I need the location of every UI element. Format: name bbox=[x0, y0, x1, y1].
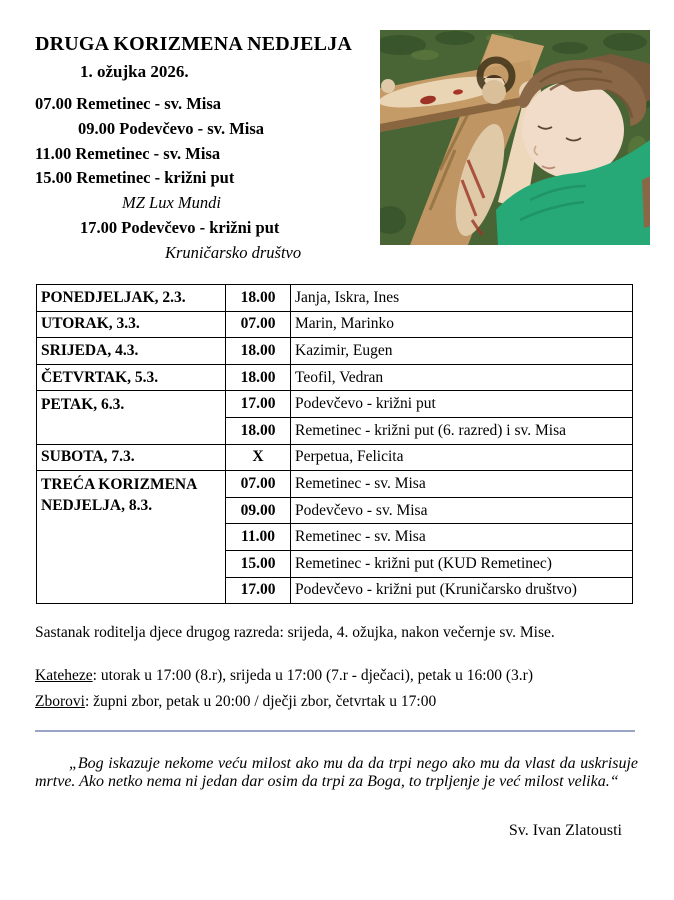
sunday-schedule bbox=[0, 92, 380, 266]
schedule-line: 07.00 Remetinec - sv. Misa bbox=[35, 94, 222, 113]
schedule-line-note: Kruničarsko društvo bbox=[165, 242, 302, 262]
day-cell: PETAK, 6.3. bbox=[37, 391, 226, 444]
desc-cell: Remetinec - križni put (6. razred) i sv. Misa bbox=[291, 417, 633, 444]
zborovi-label: Zborovi bbox=[35, 693, 85, 710]
time-cell: 18.00 bbox=[226, 285, 291, 312]
table-row bbox=[37, 364, 633, 391]
desc-cell: Teofil, Vedran bbox=[291, 364, 633, 391]
time-cell: 15.00 bbox=[226, 550, 291, 577]
schedule-line: 15.00 Remetinec - križni put bbox=[35, 168, 235, 188]
schedule-line: 17.00 Podevčevo - križni put bbox=[80, 217, 280, 237]
table-row bbox=[37, 391, 633, 418]
kateheze-label: Kateheze bbox=[35, 667, 93, 684]
time-cell: 07.00 bbox=[226, 471, 291, 498]
day-cell: SRIJEDA, 4.3. bbox=[37, 338, 226, 365]
weekly-schedule-table bbox=[36, 284, 633, 604]
table-row bbox=[37, 444, 633, 471]
desc-cell: Kazimir, Eugen bbox=[291, 338, 633, 365]
parents-meeting-note: Sastanak roditelja djece drugog razreda: srijeda, 4. ožujka, nakon večernje sv. Mise. bbox=[35, 624, 555, 641]
section-divider bbox=[35, 730, 635, 732]
time-cell: 18.00 bbox=[226, 417, 291, 444]
day-cell: SUBOTA, 7.3. bbox=[37, 444, 226, 471]
time-cell: X bbox=[226, 444, 291, 471]
child-hugging-crucifix-photo bbox=[380, 30, 650, 245]
time-cell: 07.00 bbox=[226, 311, 291, 338]
time-cell: 17.00 bbox=[226, 391, 291, 418]
zborovi-note bbox=[35, 693, 436, 711]
table-row bbox=[37, 471, 633, 498]
table-row bbox=[37, 338, 633, 365]
desc-cell: Marin, Marinko bbox=[291, 311, 633, 338]
desc-cell: Podevčevo - sv. Misa bbox=[291, 497, 633, 524]
schedule-line-note: MZ Lux Mundi bbox=[122, 193, 221, 213]
time-cell: 09.00 bbox=[226, 497, 291, 524]
table-row bbox=[37, 311, 633, 338]
day-cell: UTORAK, 3.3. bbox=[37, 311, 226, 338]
desc-cell: Janja, Iskra, Ines bbox=[291, 285, 633, 312]
page-date: 1. ožujka 2026. bbox=[80, 62, 189, 81]
desc-cell: Podevčevo - križni put (Kruničarsko društvo) bbox=[291, 577, 633, 604]
desc-cell: Perpetua, Felicita bbox=[291, 444, 633, 471]
time-cell: 18.00 bbox=[226, 338, 291, 365]
desc-cell: Podevčevo - križni put bbox=[291, 391, 633, 418]
page-title: DRUGA KORIZMENA NEDJELJA bbox=[35, 33, 353, 55]
table-row bbox=[37, 285, 633, 312]
kateheze-text: : utorak u 17:00 (8.r), srijeda u 17:00 (7.r - dječaci), petak u 16:00 (3.r) bbox=[92, 667, 533, 684]
desc-cell: Remetinec - križni put (KUD Remetinec) bbox=[291, 550, 633, 577]
desc-cell: Remetinec - sv. Misa bbox=[291, 524, 633, 551]
time-cell: 18.00 bbox=[226, 364, 291, 391]
schedule-line: 09.00 Podevčevo - sv. Misa bbox=[78, 118, 265, 138]
zborovi-text: : župni zbor, petak u 20:00 / dječji zbor, četvrtak u 17:00 bbox=[84, 693, 437, 710]
time-cell: 11.00 bbox=[226, 524, 291, 551]
schedule-line: 11.00 Remetinec - sv. Misa bbox=[35, 143, 221, 163]
quote-attribution: Sv. Ivan Zlatousti bbox=[508, 822, 622, 839]
quote-text: „Bog iskazuje nekome veću milost ako mu da da trpi nego ako mu da vlast da uskrisuje mrtve. Ako netko nema ni jedan dar osim da trpi za Boga, to trpljenje je već milost velika.“ bbox=[35, 755, 638, 790]
kateheze-note bbox=[35, 667, 533, 685]
day-cell: PONEDJELJAK, 2.3. bbox=[37, 285, 226, 312]
day-cell: TREĆA KORIZMENA NEDJELJA, 8.3. bbox=[37, 471, 226, 604]
day-cell: ČETVRTAK, 5.3. bbox=[37, 364, 226, 391]
time-cell: 17.00 bbox=[226, 577, 291, 604]
desc-cell: Remetinec - sv. Misa bbox=[291, 471, 633, 498]
